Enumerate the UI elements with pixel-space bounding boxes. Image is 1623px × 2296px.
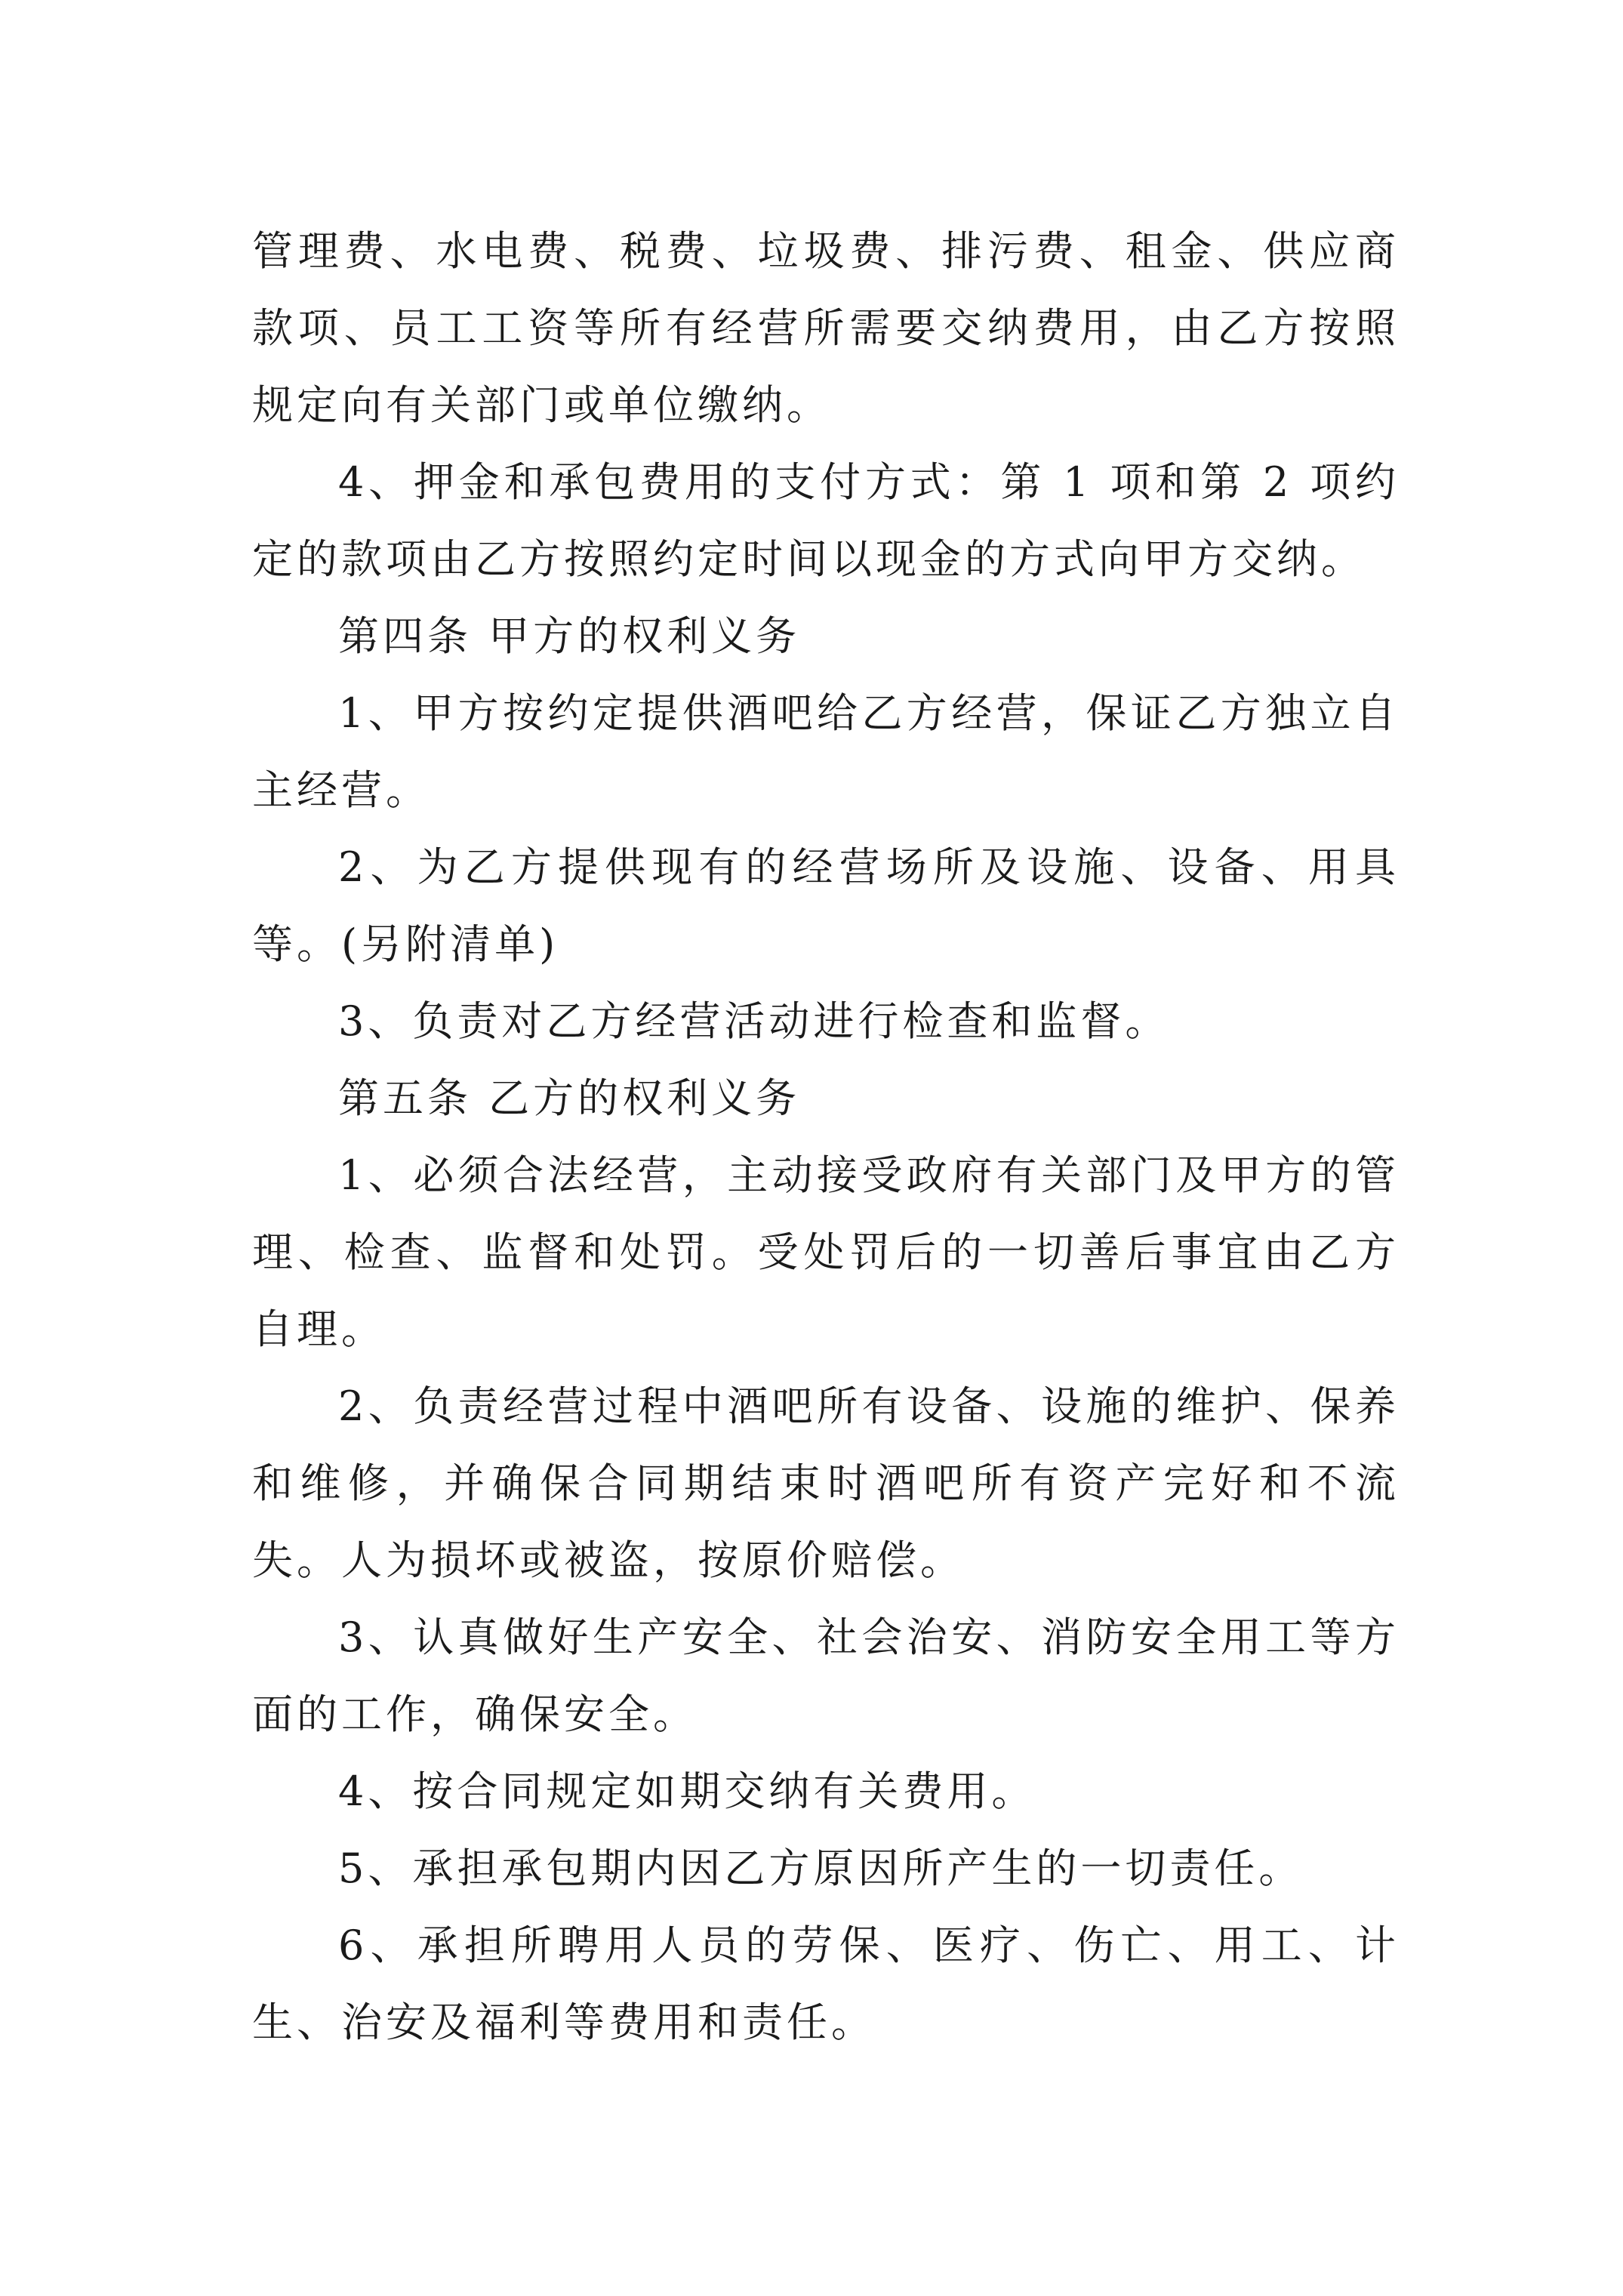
paragraph-article-4-item-3: 3、负责对乙方经营活动进行检查和监督。: [338, 997, 1170, 1045]
paragraph-article-5-item-1: 1、必须合法经营，主动接受政府有关部门及甲方的管理、检查、监督和处罚。受处罚后的一切善后事宜由乙方自理。: [252, 1151, 1400, 1353]
paragraph-article-5-item-5: 5、承担承包期内因乙方原因所产生的一切责任。: [338, 1845, 1304, 1892]
paragraph-article-4-item-1: 1、甲方按约定提供酒吧给乙方经营，保证乙方独立自主经营。: [252, 689, 1400, 814]
paragraph-article-5-item-6: 6、承担所聘用人员的劳保、医疗、伤亡、用工、计生、治安及福利等费用和责任。: [252, 1922, 1400, 2046]
paragraph-payment-method: 4、押金和承包费用的支付方式：第 1 项和第 2 项约定的款项由乙方按照约定时间以现金的方式向甲方交纳。: [252, 458, 1400, 583]
paragraph-article-4-item-2: 2、为乙方提供现有的经营场所及设施、设备、用具等。(另附清单): [252, 843, 1400, 968]
paragraph-article-5-item-4: 4、按合同规定如期交纳有关费用。: [338, 1767, 1036, 1815]
paragraph-fees-continued: 管理费、水电费、税费、垃圾费、排污费、租金、供应商款项、员工工资等所有经营所需要交纳费用，由乙方按照规定向有关部门或单位缴纳。: [252, 227, 1400, 429]
document-body: [252, 213, 1400, 2061]
paragraph-article-5-item-3: 3、认真做好生产安全、社会治安、消防安全用工等方面的工作，确保安全。: [252, 1613, 1400, 1738]
section-heading-article-4: 第四条 甲方的权利义务: [338, 612, 801, 660]
section-heading-article-5: 第五条 乙方的权利义务: [338, 1074, 801, 1122]
paragraph-article-5-item-2: 2、负责经营过程中酒吧所有设备、设施的维护、保养和维修，并确保合同期结束时酒吧所有资产完好和不流失。人为损坏或被盗，按原价赔偿。: [252, 1382, 1400, 1584]
